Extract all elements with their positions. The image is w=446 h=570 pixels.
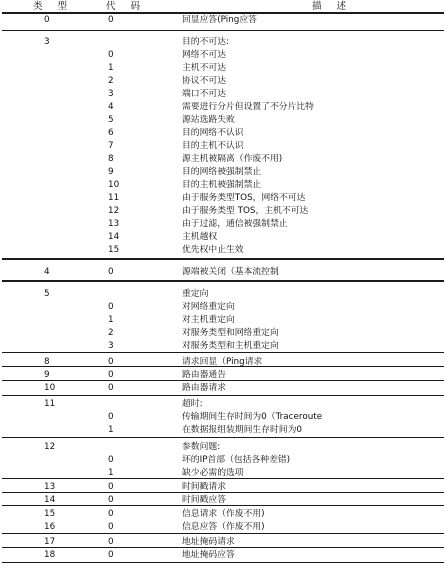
code-cell: 2 [108,76,114,86]
code-cell: 3 [108,89,114,99]
code-cell: 1 [108,425,114,435]
code-cell: 0 [108,412,114,422]
description-cell: 传输期间生存时间为0（Traceroute [182,412,323,422]
table-row [0,244,446,256]
table-row [0,454,446,466]
type-cell: 13 [44,482,56,492]
code-cell: 1 [108,468,114,478]
type-cell: 10 [44,383,56,393]
code-cell: 10 [108,180,120,190]
type-cell: 14 [44,495,56,505]
code-cell: 8 [108,154,114,164]
code-cell: 0 [108,537,114,547]
table-row [0,14,446,26]
table-row [0,231,446,243]
description-cell: 地址掩码请求 [182,537,235,547]
description-cell: 信息请求（作废不用) [182,509,265,519]
type-cell: 5 [44,289,50,299]
table-rule [2,395,444,396]
code-cell: 0 [108,495,114,505]
description-cell: 主机越权 [182,232,218,242]
description-cell: 缺少必需的选项 [182,468,244,478]
table-row [0,36,446,48]
table-row [0,75,446,87]
code-cell: 0 [108,15,114,25]
code-cell: 0 [108,509,114,519]
header-code: 代 码 [106,1,147,12]
description-cell: 参数问题: [182,442,221,452]
code-cell: 4 [108,102,114,112]
code-cell: 5 [108,115,114,125]
description-cell: 超时: [182,399,203,409]
description-cell: 由于服务类型 TOS，主机不可达 [182,206,309,216]
code-cell: 14 [108,232,120,242]
code-cell: 9 [108,167,114,177]
code-cell: 7 [108,141,114,151]
code-cell: 12 [108,206,120,216]
type-cell: 3 [44,37,50,47]
table-row [0,288,446,300]
table-row [0,536,446,548]
table-rule [2,533,444,534]
code-cell: 0 [108,383,114,393]
code-cell: 6 [108,128,114,138]
code-cell: 2 [108,328,114,338]
description-cell: 请求回显（Ping请求 [182,357,263,367]
code-cell: 0 [108,267,114,277]
description-cell: 目的网络不认识 [182,128,244,138]
description-cell: 主机不可达 [182,63,226,73]
code-cell: 0 [108,50,114,60]
table-row [0,508,446,520]
code-cell: 0 [108,455,114,465]
table-row [0,114,446,126]
header-type: 类 型 [33,1,74,12]
type-cell: 16 [44,522,56,532]
table-row [0,369,446,381]
description-cell: 重定向 [182,289,209,299]
table-row [0,549,446,561]
description-cell: 目的网络被强制禁止 [182,167,262,177]
description-cell: 优先权中止生效 [182,245,244,255]
type-cell: 9 [44,370,50,380]
type-cell: 15 [44,509,56,519]
table-row [0,140,446,152]
code-cell: 1 [108,315,114,325]
table-row [0,218,446,230]
table-row [0,467,446,479]
code-cell: 0 [108,370,114,380]
table-row [0,382,446,394]
description-cell: 对服务类型和网络重定向 [182,328,279,338]
description-cell: 由于服务类型TOS，网络不可达 [182,193,306,203]
table-row [0,266,446,278]
description-cell: 信息应答（作废不用) [182,522,265,532]
code-cell: 11 [108,193,120,203]
description-cell: 需要进行分片但设置了不分片比特 [182,102,314,112]
description-cell: 网络不可达 [182,50,226,60]
code-cell: 0 [108,522,114,532]
table-rule [2,30,444,31]
table-row [0,327,446,339]
description-cell: 源主机被隔离（作废不用) [182,154,283,164]
description-cell: 路由器通告 [182,370,226,380]
table-rule [2,437,444,438]
table-row [0,521,446,533]
type-cell: 17 [44,537,56,547]
table-row [0,301,446,313]
description-cell: 端口不可达 [182,89,226,99]
description-cell: 时间戳应答 [182,495,226,505]
code-cell: 3 [108,341,114,351]
table-row [0,62,446,74]
description-cell: 回显应答(Ping应答 [182,15,257,25]
table-row [0,49,446,61]
code-cell: 0 [108,302,114,312]
description-cell: 时间戳请求 [182,482,226,492]
table-row [0,314,446,326]
table-row [0,179,446,191]
description-cell: 路由器请求 [182,383,226,393]
type-cell: 11 [44,399,56,409]
table-row [0,205,446,217]
table-rule [2,562,444,563]
type-cell: 4 [44,267,50,277]
description-cell: 目的主机不认识 [182,141,244,151]
type-cell: 18 [44,550,56,560]
description-cell: 在数据报组装期间生存时间为0 [182,425,302,435]
table-row [0,192,446,204]
header-description: 描 述 [312,1,353,12]
table-row [0,166,446,178]
description-cell: 地址掩码应答 [182,550,235,560]
type-cell: 8 [44,357,50,367]
table-rule [2,280,444,282]
table-rule [2,258,444,260]
table-row [0,356,446,368]
description-cell: 源端被关闭（基本流控制 [182,267,279,277]
description-cell: 源站选路失败 [182,115,235,125]
code-cell: 1 [108,63,114,73]
table-row [0,398,446,410]
description-cell: 目的主机被强制禁止 [182,180,262,190]
table-row [0,424,446,436]
description-cell: 由于过滤，通信被强制禁止 [182,219,288,229]
type-cell: 0 [44,15,50,25]
table-row [0,127,446,139]
table-row [0,153,446,165]
table-row [0,494,446,506]
table-row [0,340,446,352]
description-cell: 对主机重定向 [182,315,235,325]
description-cell: 对网络重定向 [182,302,235,312]
table-rule [2,352,444,353]
code-cell: 0 [108,357,114,367]
table-row [0,411,446,423]
description-cell: 对服务类型和主机重定向 [182,341,279,351]
table-row [0,88,446,100]
table-row [0,481,446,493]
table-row [0,101,446,113]
code-cell: 0 [108,550,114,560]
code-cell: 13 [108,219,120,229]
type-cell: 12 [44,442,56,452]
description-cell: 坏的IP首部（包括各种差错) [182,455,291,465]
code-cell: 0 [108,482,114,492]
description-cell: 目的不可达: [182,37,229,47]
description-cell: 协议不可达 [182,76,226,86]
table-row [0,441,446,453]
code-cell: 15 [108,245,120,255]
